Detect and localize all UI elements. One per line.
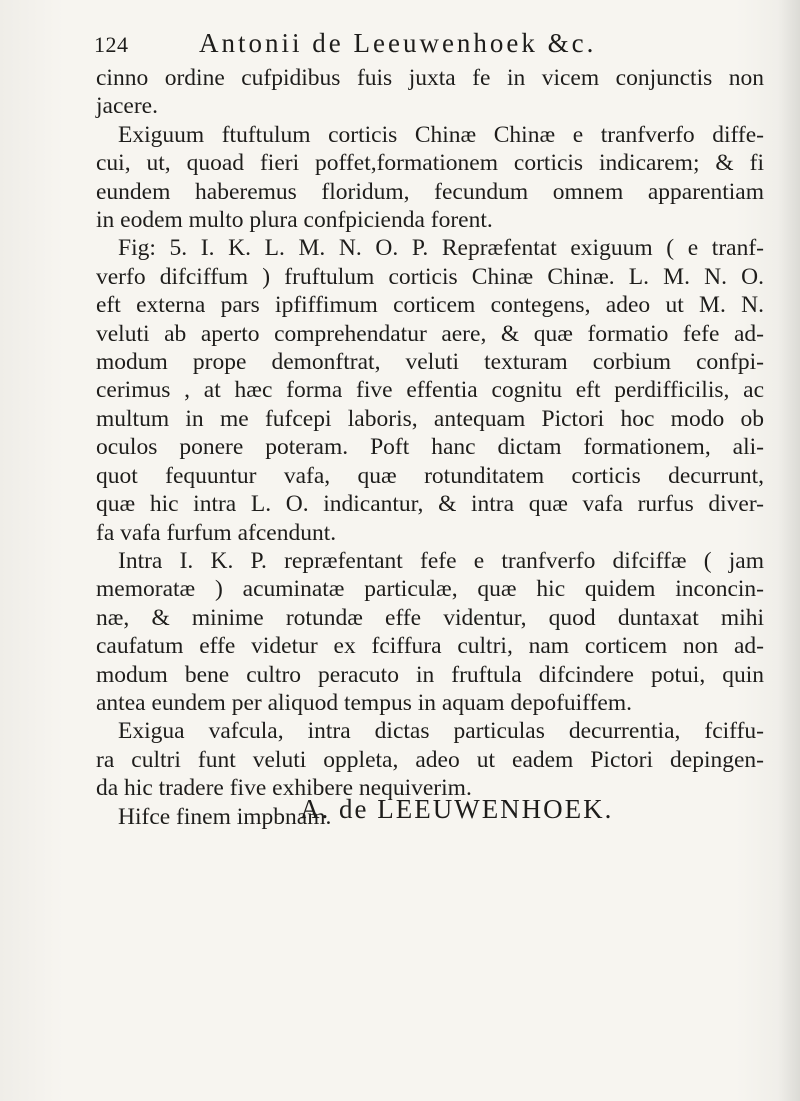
- running-head: Antonii de Leeuwenhoek &c.: [199, 28, 597, 58]
- text-line: cerimus , at hæc forma five effentia cognitu eft perdifficilis, ac: [96, 377, 764, 404]
- text-line: Hifce finem impbnam.: [118, 803, 332, 830]
- text-line: oculos ponere poteram. Poft hanc dictam formationem, ali-: [96, 434, 764, 461]
- page-edge-shadow: [778, 0, 800, 1101]
- text-line: modum prope demonftrat, veluti texturam corbium confpi-: [96, 349, 764, 376]
- text-line: verfo difciffum ) fruftulum corticis Chinæ Chinæ. L. M. N. O.: [96, 263, 764, 290]
- text-line: veluti ab aperto comprehendatur aere, & quæ formatio fefe ad-: [96, 320, 764, 347]
- author-signature: A. de LEEUWENHOEK.: [300, 794, 614, 824]
- text-line: cinno ordine cufpidibus fuis juxta fe in vicem conjunctis non: [96, 65, 764, 91]
- text-line: quot fequuntur vafa, quæ rotunditatem corticis decurrunt,: [96, 462, 764, 489]
- text-line: jacere.: [96, 93, 158, 120]
- text-line: da hic tradere five exhibere nequiverim.: [96, 775, 472, 802]
- text-line: cui, ut, quoad fieri poffet,formationem corticis indicarem; & fi: [96, 150, 764, 177]
- text-line: Fig: 5. I. K. L. M. N. O. P. Repræfentat exiguum ( e tranf-: [118, 235, 764, 262]
- text-line: caufatum effe videtur ex fciffura cultri, nam corticem non ad-: [96, 633, 764, 660]
- page-number: 124: [94, 32, 129, 57]
- text-line: eundem haberemus floridum, fecundum omnem apparentiam: [96, 178, 764, 205]
- text-line: memoratæ ) acuminatæ particulæ, quæ hic quidem inconcin-: [96, 576, 764, 603]
- text-line: multum in me fufcepi laboris, antequam Pictori hoc modo ob: [96, 405, 764, 432]
- text-line: fa vafa furfum afcendunt.: [96, 519, 337, 546]
- text-line: antea eundem per aliquod tempus in aquam depofuiffem.: [96, 689, 632, 716]
- page-header: [94, 22, 694, 66]
- text-line: næ, & minime rotundæ effe videntur, quod duntaxat mihi: [96, 604, 764, 631]
- text-line: eft externa pars ipfiffimum corticem contegens, adeo ut M. N.: [96, 292, 764, 319]
- text-line: ra cultri funt veluti oppleta, adeo ut eadem Pictori depingen-: [96, 746, 764, 773]
- text-line: quæ hic intra L. O. indicantur, & intra quæ vafa rurfus diver-: [96, 491, 764, 518]
- text-line: modum bene cultro peracuto in fruftula difcindere potui, quin: [96, 661, 764, 688]
- text-line: in eodem multo plura confpicienda forent.: [96, 207, 493, 234]
- body-text: [96, 64, 764, 831]
- text-line: Exigua vafcula, intra dictas particulas decurrentia, fciffu-: [118, 718, 764, 745]
- text-line: Exiguum ftuftulum corticis Chinæ Chinæ e tranfverfo diffe-: [118, 121, 764, 148]
- text-line: Intra I. K. P. repræfentant fefe e tranfverfo difciffæ ( jam: [118, 547, 764, 574]
